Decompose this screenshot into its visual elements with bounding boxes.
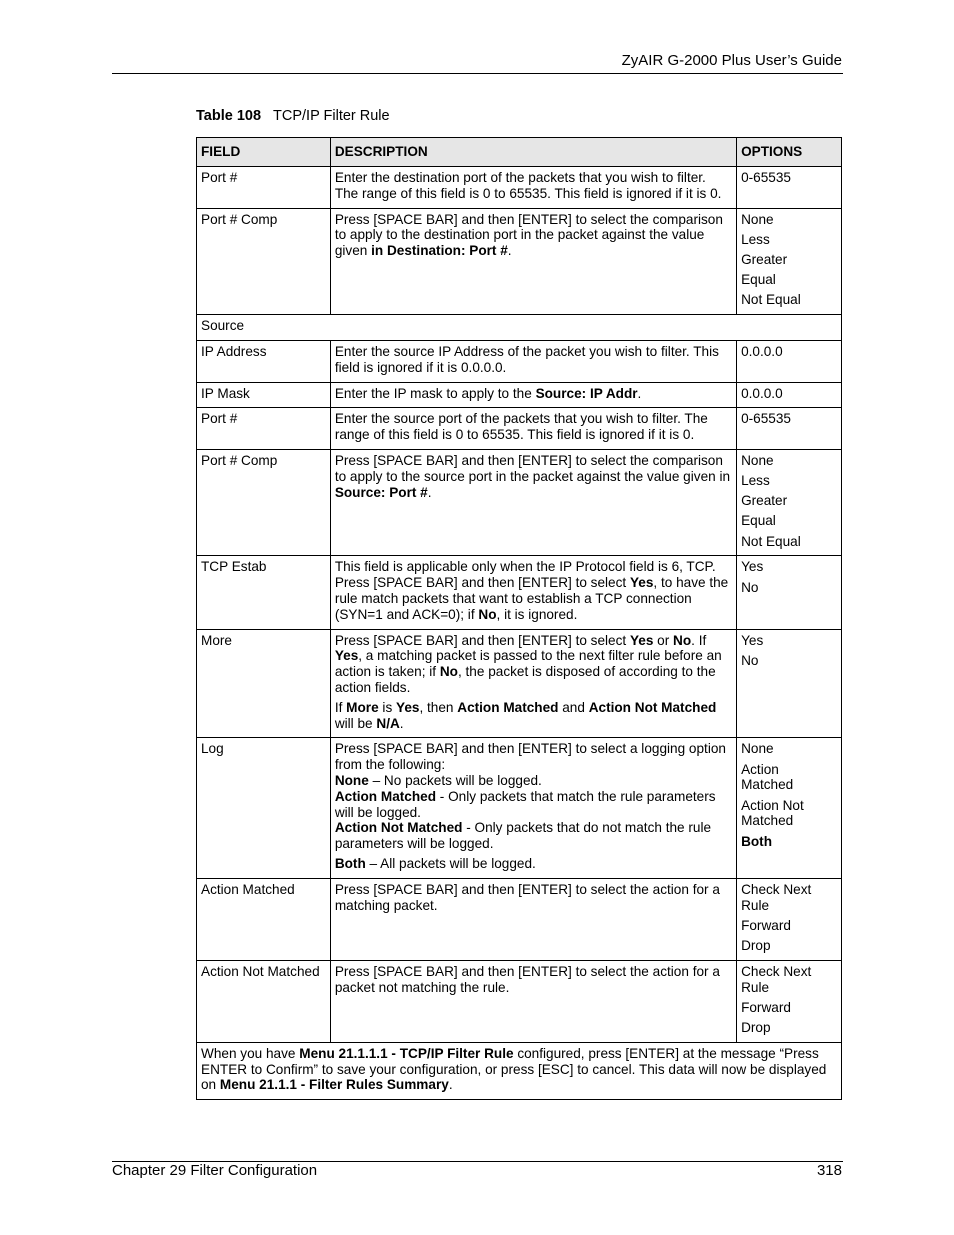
bold-text: Yes xyxy=(629,575,654,591)
field-cell: Port # xyxy=(197,167,331,209)
description-cell xyxy=(330,556,736,629)
description-cell xyxy=(330,449,736,556)
option-item xyxy=(741,580,837,596)
option-item xyxy=(741,493,837,509)
text-run: is xyxy=(378,699,397,715)
text-run: Press [SPACE BAR] and then [ENTER] to select the comparison to apply to the destination port in the packet against the value given xyxy=(334,211,723,259)
option-text: No xyxy=(741,652,759,668)
tcp-ip-filter-rule-table xyxy=(196,137,842,1100)
description-paragraph xyxy=(335,170,732,202)
description-paragraph xyxy=(335,856,732,872)
option-item xyxy=(741,938,837,954)
description-cell xyxy=(330,738,736,878)
option-text: 0-65535 xyxy=(741,411,791,427)
options-cell xyxy=(737,167,842,209)
description-paragraph xyxy=(335,344,732,376)
text-run: Press [SPACE BAR] and then [ENTER] to select a logging option from the following: xyxy=(334,741,726,773)
option-item xyxy=(741,559,837,575)
option-item xyxy=(741,798,837,830)
option-text: None xyxy=(741,741,774,757)
options-cell xyxy=(737,340,842,382)
option-item xyxy=(741,762,837,794)
bold-text: Yes xyxy=(629,632,654,648)
table-row xyxy=(197,382,842,408)
column-header-options: OPTIONS xyxy=(737,138,842,167)
option-text: Matched xyxy=(741,777,794,793)
text-run: – All packets will be logged. xyxy=(365,856,536,872)
option-text: Drop xyxy=(741,937,771,953)
bold-text: Both xyxy=(334,856,366,872)
option-text: Action xyxy=(741,761,779,777)
option-item xyxy=(741,386,837,402)
options-cell xyxy=(737,738,842,878)
description-paragraph xyxy=(335,820,732,852)
table-number: Table 108 xyxy=(196,108,262,124)
field-cell: TCP Estab xyxy=(197,556,331,629)
field-cell: IP Address xyxy=(197,340,331,382)
text-run: Enter the destination port of the packets that you wish to filter. The range of this field is 0 to 65535. This field is ignored if it is 0. xyxy=(334,170,722,201)
option-item xyxy=(741,252,837,268)
description-cell xyxy=(330,960,736,1042)
option-text: Action Not xyxy=(741,797,804,813)
text-run: and xyxy=(558,699,589,715)
field-cell: Port # Comp xyxy=(197,208,331,315)
options-cell xyxy=(737,878,842,960)
bold-text: Action Not Matched xyxy=(334,820,463,836)
bold-text: Menu 21.1.1 - Filter Rules Summary xyxy=(219,1077,449,1093)
footer-chapter: Chapter 29 Filter Configuration xyxy=(112,1162,318,1179)
description-paragraph xyxy=(335,411,732,443)
bold-text: in Destination: Port # xyxy=(371,243,508,259)
field-cell: Action Not Matched xyxy=(197,960,331,1042)
option-item xyxy=(741,653,837,669)
header-rule xyxy=(112,73,843,74)
text-run: Press [SPACE BAR] and then [ENTER] to select xyxy=(334,632,630,648)
option-text: None xyxy=(741,211,774,227)
bold-text: None xyxy=(334,773,369,789)
running-header: ZyAIR G-2000 Plus User’s Guide xyxy=(621,52,842,69)
option-text: No xyxy=(741,579,759,595)
option-text: 0.0.0.0 xyxy=(741,343,783,359)
option-item xyxy=(741,411,837,427)
option-text: Drop xyxy=(741,1019,771,1035)
text-run: Enter the source IP Address of the packet you wish to filter. This field is ignored if it is 0.0.0.0. xyxy=(334,343,719,375)
bold-text: Action Not Matched xyxy=(588,699,717,715)
column-header-description: DESCRIPTION xyxy=(330,138,736,167)
table-row xyxy=(197,629,842,738)
option-item xyxy=(741,344,837,360)
option-item xyxy=(741,292,837,308)
description-cell xyxy=(330,408,736,450)
table-header-row xyxy=(197,138,842,167)
field-cell: Action Matched xyxy=(197,878,331,960)
description-paragraph xyxy=(335,741,732,773)
text-run: Enter the source port of the packets that you wish to filter. The range of this field is 0 to 65535. This field is ignored if it is 0. xyxy=(334,411,708,443)
text-run: . xyxy=(399,715,404,731)
option-item xyxy=(741,741,837,757)
option-text: Check Next xyxy=(741,963,812,979)
options-cell xyxy=(737,629,842,738)
option-text: Rule xyxy=(741,897,770,913)
option-text: Not Equal xyxy=(741,533,801,549)
text-run: , then xyxy=(419,699,458,715)
text-run: – No packets will be logged. xyxy=(368,773,542,789)
table-note xyxy=(197,1042,842,1099)
option-text: Rule xyxy=(741,979,770,995)
text-run: or xyxy=(653,632,674,648)
option-text: None xyxy=(741,452,774,468)
column-header-field: FIELD xyxy=(197,138,331,167)
option-item xyxy=(741,1020,837,1036)
options-cell xyxy=(737,960,842,1042)
option-text: Matched xyxy=(741,813,794,829)
field-cell: Log xyxy=(197,738,331,878)
page-number: 318 xyxy=(816,1162,842,1179)
option-text: Not Equal xyxy=(741,292,801,308)
option-item xyxy=(741,834,837,850)
description-cell xyxy=(330,340,736,382)
option-item xyxy=(741,513,837,529)
text-run: Press [SPACE BAR] and then [ENTER] to select the action for a matching packet. xyxy=(334,881,720,913)
text-run: Enter the IP mask to apply to the xyxy=(334,385,536,401)
text-run: If xyxy=(334,699,347,715)
bold-text: No xyxy=(439,664,458,680)
option-text: Check Next xyxy=(741,881,812,897)
table-row xyxy=(197,960,842,1042)
bold-text: Yes xyxy=(334,648,359,664)
field-cell: Port # Comp xyxy=(197,449,331,556)
text-run: When you have xyxy=(201,1045,300,1061)
text-run: Press [SPACE BAR] and then [ENTER] to select the action for a packet not matching the rule. xyxy=(334,963,720,995)
option-text: Equal xyxy=(741,272,776,288)
text-run: configured, press [ENTER] at the message “Press ENTER to Confirm” to save your configuration, or press [ESC] to cancel. This data will now be displayed on xyxy=(201,1045,827,1093)
option-text: 0.0.0.0 xyxy=(741,385,783,401)
bold-text: Yes xyxy=(396,699,420,715)
description-paragraph xyxy=(335,964,732,996)
option-item xyxy=(741,918,837,934)
description-paragraph xyxy=(335,882,732,914)
option-text: Greater xyxy=(741,251,788,267)
bold-text: Action Matched xyxy=(334,788,437,804)
option-text: Yes xyxy=(741,559,764,575)
description-cell xyxy=(330,382,736,408)
text-run: . If xyxy=(691,632,707,648)
option-item xyxy=(741,272,837,288)
options-cell xyxy=(737,208,842,315)
table-row xyxy=(197,167,842,209)
description-paragraph xyxy=(335,700,732,732)
bold-text: Source: Port # xyxy=(334,484,428,500)
bold-text: N/A xyxy=(376,715,400,731)
description-paragraph xyxy=(335,386,732,402)
text-run: . xyxy=(507,243,512,259)
field-cell: Port # xyxy=(197,408,331,450)
text-run: , the packet is disposed of according to the action fields. xyxy=(334,664,716,696)
bold-text: Menu 21.1.1.1 - TCP/IP Filter Rule xyxy=(299,1045,514,1061)
description-paragraph xyxy=(335,559,732,622)
text-run: , to have the rule match packets that want to establish a TCP connection (SYN=1 and ACK=0); if xyxy=(334,575,729,622)
text-run: - Only packets that do not match the rule parameters will be logged. xyxy=(334,820,712,852)
bold-text: Source: IP Addr xyxy=(535,385,638,401)
option-item xyxy=(741,964,837,996)
option-text: Both xyxy=(741,833,773,849)
text-run: . xyxy=(427,484,432,500)
description-cell xyxy=(330,167,736,209)
option-text: 0-65535 xyxy=(741,170,791,185)
option-item xyxy=(741,633,837,649)
option-text: Forward xyxy=(741,999,791,1015)
options-cell xyxy=(737,449,842,556)
description-cell xyxy=(330,629,736,738)
option-item xyxy=(741,453,837,469)
option-item xyxy=(741,473,837,489)
text-run: , it is ignored. xyxy=(496,606,578,622)
field-cell: IP Mask xyxy=(197,382,331,408)
option-item xyxy=(741,232,837,248)
text-run: - Only packets that match the rule parameters will be logged. xyxy=(334,788,716,820)
table-caption xyxy=(196,108,390,124)
table-row xyxy=(197,340,842,382)
option-item xyxy=(741,1000,837,1016)
description-paragraph xyxy=(335,633,732,696)
option-item xyxy=(741,534,837,550)
section-row xyxy=(197,315,842,341)
text-run: . xyxy=(637,385,642,401)
text-run: This field is applicable only when the IP Protocol field is 6, TCP. Press [SPACE BAR] and then [ENTER] to select xyxy=(334,559,716,591)
description-paragraph xyxy=(335,789,732,821)
option-item xyxy=(741,170,837,186)
field-cell: More xyxy=(197,629,331,738)
table-row xyxy=(197,556,842,629)
option-item xyxy=(741,882,837,914)
bold-text: Action Matched xyxy=(457,699,559,715)
table-row xyxy=(197,449,842,556)
text-run: . xyxy=(448,1077,453,1093)
table-row xyxy=(197,208,842,315)
option-text: Less xyxy=(741,473,770,489)
option-text: Yes xyxy=(741,632,764,648)
bold-text: More xyxy=(346,699,379,715)
text-run: , a matching packet is passed to the next filter rule before an action is taken; if xyxy=(334,648,722,680)
option-text: Forward xyxy=(741,917,791,933)
bold-text: No xyxy=(673,632,692,648)
table-row xyxy=(197,408,842,450)
text-run: will be xyxy=(334,715,377,731)
options-cell xyxy=(737,382,842,408)
description-paragraph xyxy=(335,212,732,259)
description-cell xyxy=(330,208,736,315)
description-cell xyxy=(330,878,736,960)
option-item xyxy=(741,212,837,228)
option-text: Less xyxy=(741,231,770,247)
note-row xyxy=(197,1042,842,1099)
description-paragraph xyxy=(335,773,732,789)
section-label: Source xyxy=(197,315,842,341)
table-title: TCP/IP Filter Rule xyxy=(273,108,390,124)
options-cell xyxy=(737,556,842,629)
options-cell xyxy=(737,408,842,450)
table-row xyxy=(197,738,842,878)
description-paragraph xyxy=(335,453,732,500)
text-run: Press [SPACE BAR] and then [ENTER] to select the comparison to apply to the source port in the packet against the value given in xyxy=(334,452,731,484)
option-text: Equal xyxy=(741,513,776,529)
bold-text: No xyxy=(478,606,497,622)
option-text: Greater xyxy=(741,493,788,509)
table-row xyxy=(197,878,842,960)
